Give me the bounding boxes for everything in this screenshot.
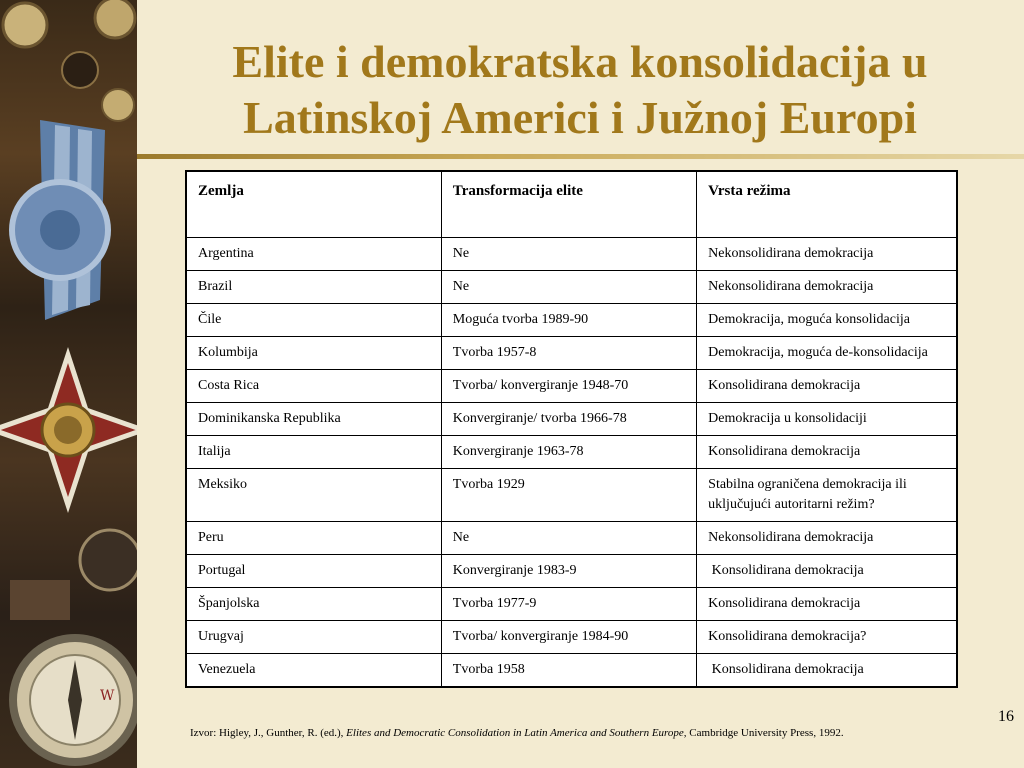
- cell-transformacija-elite: Tvorba 1929: [441, 469, 696, 522]
- cell-transformacija-elite: Moguća tvorba 1989-90: [441, 304, 696, 337]
- source-suffix: Cambridge University Press, 1992.: [686, 727, 844, 739]
- cell-zemlja: Meksiko: [186, 469, 441, 522]
- cell-zemlja: Brazil: [186, 271, 441, 304]
- cell-transformacija-elite: Tvorba/ konvergiranje 1984-90: [441, 621, 696, 654]
- cell-zemlja: Kolumbija: [186, 337, 441, 370]
- cell-vrsta-rezima: Demokracija, moguća de-konsolidacija: [697, 337, 957, 370]
- cell-vrsta-rezima: Konsolidirana demokracija?: [697, 621, 957, 654]
- decorative-medal-image: [0, 0, 137, 768]
- cell-zemlja: Dominikanska Republika: [186, 403, 441, 436]
- cell-zemlja: Peru: [186, 522, 441, 555]
- cell-vrsta-rezima: Demokracija u konsolidaciji: [697, 403, 957, 436]
- table-body: [186, 238, 957, 688]
- cell-vrsta-rezima: Konsolidirana demokracija: [697, 654, 957, 688]
- table-row: [186, 370, 957, 403]
- table-row: [186, 403, 957, 436]
- cell-transformacija-elite: Tvorba/ konvergiranje 1948-70: [441, 370, 696, 403]
- table-row: [186, 654, 957, 688]
- cell-transformacija-elite: Konvergiranje 1963-78: [441, 436, 696, 469]
- cell-transformacija-elite: Ne: [441, 238, 696, 271]
- cell-transformacija-elite: Tvorba 1958: [441, 654, 696, 688]
- table-row: [186, 522, 957, 555]
- table-row: [186, 621, 957, 654]
- cell-vrsta-rezima: Konsolidirana demokracija: [697, 436, 957, 469]
- cell-vrsta-rezima: Konsolidirana demokracija: [697, 588, 957, 621]
- cell-zemlja: Italija: [186, 436, 441, 469]
- page-number: 16: [998, 708, 1014, 725]
- table-row: [186, 238, 957, 271]
- cell-vrsta-rezima: Konsolidirana demokracija: [697, 555, 957, 588]
- table-row: [186, 271, 957, 304]
- cell-vrsta-rezima: Konsolidirana demokracija: [697, 370, 957, 403]
- cell-transformacija-elite: Ne: [441, 271, 696, 304]
- slide-title-line-2: Latinskoj Americi i Južnoj Europi: [243, 92, 917, 143]
- cell-zemlja: Portugal: [186, 555, 441, 588]
- cell-zemlja: Čile: [186, 304, 441, 337]
- cell-vrsta-rezima: Demokracija, moguća konsolidacija: [697, 304, 957, 337]
- slide-title-line-1: Elite i demokratska konsolidacija u: [232, 36, 928, 87]
- header-transformacija-elite: Transformacija elite: [441, 171, 696, 238]
- table-row: [186, 555, 957, 588]
- table-row: [186, 304, 957, 337]
- table-header-row: [186, 171, 957, 238]
- source-book-title: Elites and Democratic Consolidation in Latin America and Southern Europe,: [346, 727, 687, 739]
- slide-title: [150, 34, 1010, 146]
- cell-vrsta-rezima: Nekonsolidirana demokracija: [697, 238, 957, 271]
- source-citation: [190, 727, 990, 739]
- svg-text:W: W: [100, 688, 115, 704]
- elite-consolidation-table: [185, 170, 958, 688]
- header-vrsta-rezima: Vrsta režima: [697, 171, 957, 238]
- cell-vrsta-rezima: Stabilna ograničena demokracija ili uključujući autoritarni režim?: [697, 469, 957, 522]
- title-divider: [137, 154, 1024, 159]
- cell-zemlja: Španjolska: [186, 588, 441, 621]
- cell-vrsta-rezima: Nekonsolidirana demokracija: [697, 522, 957, 555]
- table-row: [186, 436, 957, 469]
- cell-transformacija-elite: Konvergiranje/ tvorba 1966-78: [441, 403, 696, 436]
- cell-transformacija-elite: Konvergiranje 1983-9: [441, 555, 696, 588]
- table-row: [186, 469, 957, 522]
- cell-transformacija-elite: Tvorba 1957-8: [441, 337, 696, 370]
- cell-zemlja: Argentina: [186, 238, 441, 271]
- cell-zemlja: Costa Rica: [186, 370, 441, 403]
- cell-zemlja: Venezuela: [186, 654, 441, 688]
- cell-zemlja: Urugvaj: [186, 621, 441, 654]
- header-zemlja: Zemlja: [186, 171, 441, 238]
- table-row: [186, 337, 957, 370]
- cell-vrsta-rezima: Nekonsolidirana demokracija: [697, 271, 957, 304]
- cell-transformacija-elite: Ne: [441, 522, 696, 555]
- cell-transformacija-elite: Tvorba 1977-9: [441, 588, 696, 621]
- table-row: [186, 588, 957, 621]
- source-prefix: Izvor: Higley, J., Gunther, R. (ed.),: [190, 727, 347, 739]
